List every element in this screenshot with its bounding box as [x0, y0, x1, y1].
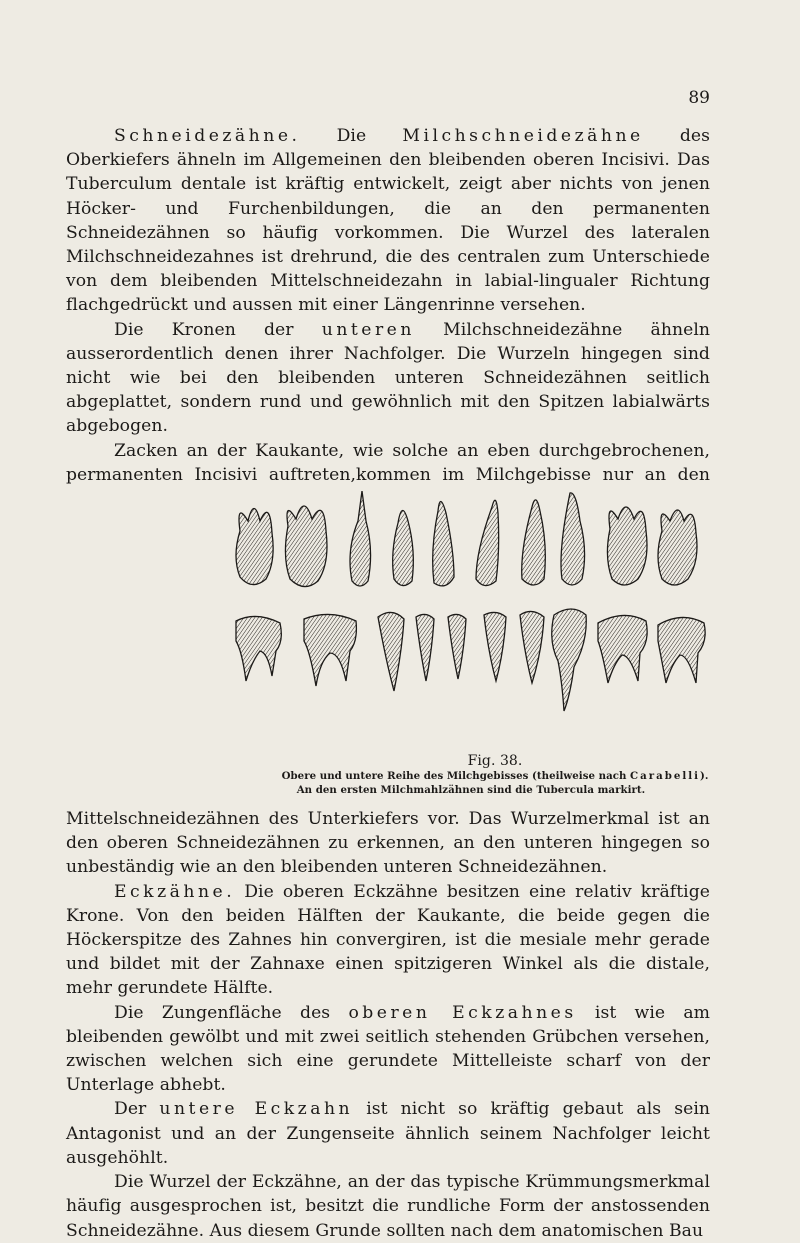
- figure-38: [226, 491, 716, 801]
- paragraph-wurzel: [66, 1170, 710, 1243]
- paragraph-eckzaehne: [66, 880, 710, 1001]
- term-milchschneidezaehne: Milchschneidezähne: [402, 126, 644, 146]
- text-fragment: Die: [300, 126, 403, 146]
- text-fragment: ist nicht so kräftig gebaut als sein Antagonist und an der Zungenseite ähnlich seinem Nachfolger leicht ausgehöhlt.: [66, 1099, 710, 1168]
- paragraph-incisors-upper: [66, 124, 710, 318]
- paragraph-incisors-lower: [66, 318, 710, 439]
- caption-author: Carabelli: [630, 770, 700, 783]
- text-fragment: des Oberkiefers ähneln im Allgemeinen den bleibenden oberen Incisivi. Das Tuberculum dentale ist kräftig entwickelt, zeigt aber nichts von jenen Höcker- und Furchenbildungen, die an den permanenten Schneidezähnen so häufig vorkommen. Die Wurzel des lateralen Milchschneidezahnes ist drehrund, die des centralen zum Unterschiede von dem bleibenden Mittelschneidezahn in labial-lingualer Richtung flachgedrückt und aussen mit einer Längenrinne versehen.: [66, 126, 710, 316]
- caption-fragment: ). An den ersten Milchmahlzähnen sind die Tubercula markirt.: [296, 770, 709, 797]
- heading-eckzaehne: Eckzähne.: [114, 881, 236, 902]
- text-fragment: Die Zungenfläche des: [114, 1002, 349, 1023]
- body-text: [66, 124, 710, 1243]
- text-fragment: auftreten,kommen im Milchgebisse nur an den Mittelschneidezähnen des Unterkiefers vor. Das Wurzelmerkmal ist an den oberen Schneidezähnen zu erkennen, an den unteren hingegen so unbeständig wie an den bleibenden unteren Schneidezähnen.: [66, 464, 710, 878]
- text-fragment: Die Kronen der: [114, 319, 322, 340]
- heading-schneidezaehne: Schneidezähne.: [114, 126, 301, 146]
- caption-fragment: Obere und untere Reihe des Milchgebisses (theilweise nach: [281, 770, 631, 783]
- teeth-illustration: [226, 491, 716, 746]
- text-fragment: Milchschneidezähne ähneln ausserordentlich denen ihrer Nachfolger. Die Wurzeln hingegen sind nicht wie bei den bleibenden unteren Schneidezähnen seitlich abgeplattet, sondern rund und gewöhnlich mit den Spitzen labialwärts abgebogen.: [66, 319, 710, 437]
- text-fragment: Die oberen Eckzähne besitzen eine relativ kräftige Krone. Von den beiden Hälften der Kaukante, die beide gegen die Höckerspitze des Zahnes hin convergiren, ist die mesiale mehr gerade und bildet mit der Zahnaxe einen spitzigeren Winkel als die distale, mehr gerundete Hälfte.: [66, 881, 710, 999]
- text-fragment: ist wie am bleibenden gewölbt und mit zwei seitlich stehenden Grübchen versehen, zwischen welchen sich eine gerundete Mittelleiste scharf von der Unterlage abhebt.: [66, 1002, 710, 1096]
- figure-label: Fig. 38.: [467, 753, 523, 770]
- figure-caption: [226, 769, 716, 797]
- term-untere-eckzahn: untere Eckzahn: [159, 1099, 354, 1120]
- text-fragment: Zacken an der Kaukante, wie solche an eben durchgebrochenen, permanenten Incisivi: [66, 440, 710, 485]
- text-fragment: Die Wurzel der Eckzähne, an der das typische Krümmungsmerkmal häufig ausgesprochen ist, besitzt die rundliche Form der anstossenden Schneidezähne. Aus diesem Grunde sollten nach dem anatomischen Bau: [66, 1172, 710, 1241]
- paragraph-zacken: [66, 439, 710, 880]
- text-fragment: Der: [114, 1099, 160, 1120]
- page-number: 89: [688, 88, 710, 108]
- term-unteren: unteren: [321, 319, 415, 340]
- lower-tooth-row: [236, 609, 705, 711]
- term-oberen-eckzahnes: oberen Eckzahnes: [348, 1002, 577, 1023]
- upper-tooth-row: [236, 491, 697, 587]
- paragraph-zungenflaeche: [66, 1001, 710, 1098]
